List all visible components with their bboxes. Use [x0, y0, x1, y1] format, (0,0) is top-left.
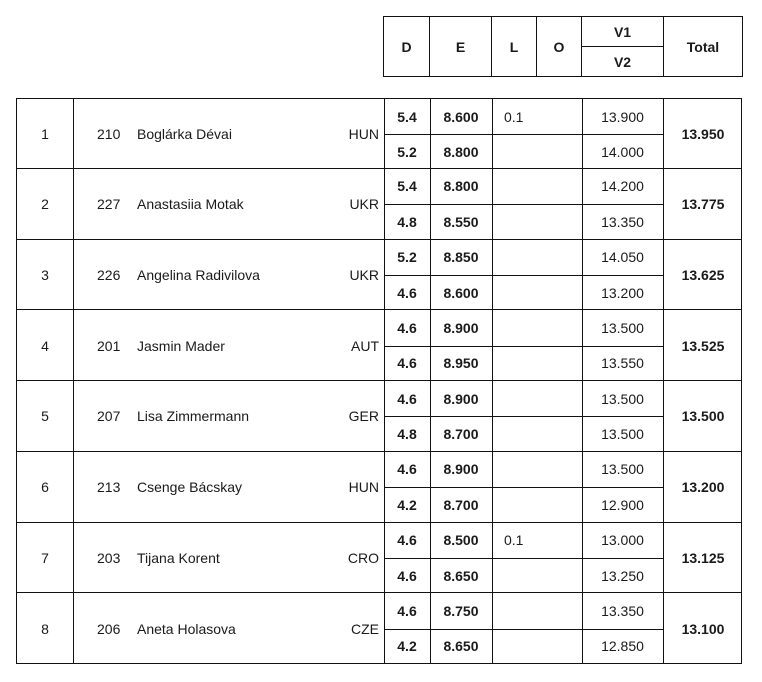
v2-d-score: 4.8 — [397, 426, 417, 443]
v1-d-score: 5.4 — [397, 178, 417, 195]
header-v1: V1 — [582, 17, 664, 47]
v2-d-score: 4.2 — [397, 638, 417, 655]
result-row — [16, 523, 742, 594]
v2-o-penalty — [537, 487, 582, 522]
total-score: 13.950 — [681, 126, 725, 143]
nation-code: HUN — [348, 479, 379, 496]
total-score: 13.525 — [681, 337, 725, 354]
header-total: Total — [664, 17, 743, 77]
rank-cell: 7 — [41, 549, 49, 566]
header-o: O — [537, 17, 582, 77]
v1-o-penalty — [537, 310, 582, 345]
v2-d-score: 4.6 — [397, 567, 417, 584]
v2-d-score: 4.6 — [397, 355, 417, 372]
rank-cell: 3 — [41, 266, 49, 283]
v2-o-penalty — [537, 629, 582, 664]
v1-e-score: 8.900 — [443, 319, 479, 336]
v1-d-score: 4.6 — [397, 461, 417, 478]
v2-vault-score: 13.200 — [601, 284, 644, 301]
v1-o-penalty — [537, 99, 582, 134]
v1-d-score: 4.6 — [397, 532, 417, 549]
score-header-table — [383, 16, 743, 77]
v2-e-score: 8.700 — [443, 426, 479, 443]
v1-d-score: 5.2 — [397, 249, 417, 266]
result-row — [16, 381, 742, 452]
v2-e-score: 8.550 — [443, 213, 479, 230]
v2-o-penalty — [537, 416, 582, 451]
result-row — [16, 593, 742, 664]
v2-e-score: 8.800 — [443, 144, 479, 161]
bib-number: 203 — [97, 549, 121, 566]
v1-vault-score: 14.050 — [601, 249, 644, 266]
nation-code: HUN — [348, 126, 379, 143]
bib-number: 226 — [97, 266, 121, 283]
v2-d-score: 4.6 — [397, 284, 417, 301]
v1-vault-score: 13.500 — [601, 461, 644, 478]
v2-e-score: 8.950 — [443, 355, 479, 372]
v2-o-penalty — [537, 134, 582, 169]
total-score: 13.200 — [681, 479, 725, 496]
v1-e-score: 8.800 — [443, 178, 479, 195]
bib-number: 227 — [97, 196, 121, 213]
v2-o-penalty — [537, 275, 582, 310]
v1-e-score: 8.500 — [443, 532, 479, 549]
rank-cell: 2 — [41, 196, 49, 213]
v2-o-penalty — [537, 204, 582, 239]
header-l: L — [492, 17, 537, 77]
result-row — [16, 169, 742, 240]
v2-e-score: 8.650 — [443, 567, 479, 584]
rank-cell: 5 — [41, 408, 49, 425]
v1-o-penalty — [537, 523, 582, 558]
v2-d-score: 5.2 — [397, 144, 417, 161]
gymnast-name: Csenge Bácskay — [137, 479, 243, 496]
v1-d-score: 4.6 — [397, 319, 417, 336]
gymnast-name: Anastasiia Motak — [137, 196, 244, 213]
gymnast-name: Tijana Korent — [137, 549, 220, 566]
gymnast-name: Angelina Radivilova — [137, 266, 260, 283]
v1-d-score: 4.6 — [397, 602, 417, 619]
v1-o-penalty — [537, 240, 582, 275]
v2-vault-score: 13.350 — [601, 213, 644, 230]
v2-d-score: 4.2 — [397, 496, 417, 513]
rank-cell: 4 — [41, 337, 49, 354]
bib-number: 207 — [97, 408, 121, 425]
v2-e-score: 8.700 — [443, 496, 479, 513]
v2-o-penalty — [537, 346, 582, 381]
nation-code: AUT — [351, 337, 379, 354]
bib-number: 206 — [97, 620, 121, 637]
v1-o-penalty — [537, 169, 582, 204]
v2-vault-score: 13.500 — [601, 426, 644, 443]
v1-o-penalty — [537, 593, 582, 628]
total-score: 13.100 — [681, 620, 725, 637]
v1-e-score: 8.850 — [443, 249, 479, 266]
result-row — [16, 310, 742, 381]
total-score: 13.125 — [681, 549, 725, 566]
bib-number: 201 — [97, 337, 121, 354]
rank-cell: 6 — [41, 479, 49, 496]
total-score: 13.625 — [681, 266, 725, 283]
v1-vault-score: 13.500 — [601, 319, 644, 336]
gymnast-name: Boglárka Dévai — [137, 126, 232, 143]
v1-vault-score: 13.000 — [601, 532, 644, 549]
v2-vault-score: 14.000 — [601, 144, 644, 161]
result-row — [16, 98, 742, 169]
v2-o-penalty — [537, 558, 582, 593]
v1-o-penalty — [537, 381, 582, 416]
nation-code: GER — [348, 408, 379, 425]
v2-vault-score: 13.250 — [601, 567, 644, 584]
v1-o-penalty — [537, 452, 582, 487]
nation-code: CZE — [351, 620, 379, 637]
total-score: 13.500 — [681, 408, 725, 425]
v2-vault-score: 12.900 — [601, 496, 644, 513]
result-row — [16, 240, 742, 311]
v1-d-score: 4.6 — [397, 390, 417, 407]
result-row — [16, 452, 742, 523]
nation-code: CRO — [347, 549, 379, 566]
header-d: D — [384, 17, 430, 77]
v2-e-score: 8.650 — [443, 638, 479, 655]
v2-d-score: 4.8 — [397, 213, 417, 230]
v1-vault-score: 13.500 — [601, 390, 644, 407]
v1-l-penalty: 0.1 — [504, 532, 524, 549]
v1-vault-score: 13.900 — [601, 108, 644, 125]
v1-d-score: 5.4 — [397, 108, 417, 125]
v2-e-score: 8.600 — [443, 284, 479, 301]
header-e: E — [430, 17, 492, 77]
nation-code: UKR — [349, 196, 379, 213]
v1-e-score: 8.600 — [443, 108, 479, 125]
v1-l-penalty: 0.1 — [504, 108, 524, 125]
v1-vault-score: 13.350 — [601, 602, 644, 619]
bib-number: 210 — [97, 126, 121, 143]
bib-number: 213 — [97, 479, 121, 496]
v2-vault-score: 12.850 — [601, 638, 644, 655]
nation-code: UKR — [349, 266, 379, 283]
gymnast-name: Lisa Zimmermann — [137, 408, 250, 425]
gymnast-name: Jasmin Mader — [137, 337, 225, 354]
v1-e-score: 8.900 — [443, 461, 479, 478]
total-score: 13.775 — [681, 196, 725, 213]
v1-e-score: 8.900 — [443, 390, 479, 407]
rank-cell: 8 — [41, 620, 49, 637]
header-v2: V2 — [582, 47, 664, 77]
results-table — [16, 98, 742, 664]
v1-e-score: 8.750 — [443, 602, 479, 619]
rank-cell: 1 — [41, 126, 49, 143]
gymnast-name: Aneta Holasova — [137, 620, 236, 637]
v2-vault-score: 13.550 — [601, 355, 644, 372]
v1-vault-score: 14.200 — [601, 178, 644, 195]
